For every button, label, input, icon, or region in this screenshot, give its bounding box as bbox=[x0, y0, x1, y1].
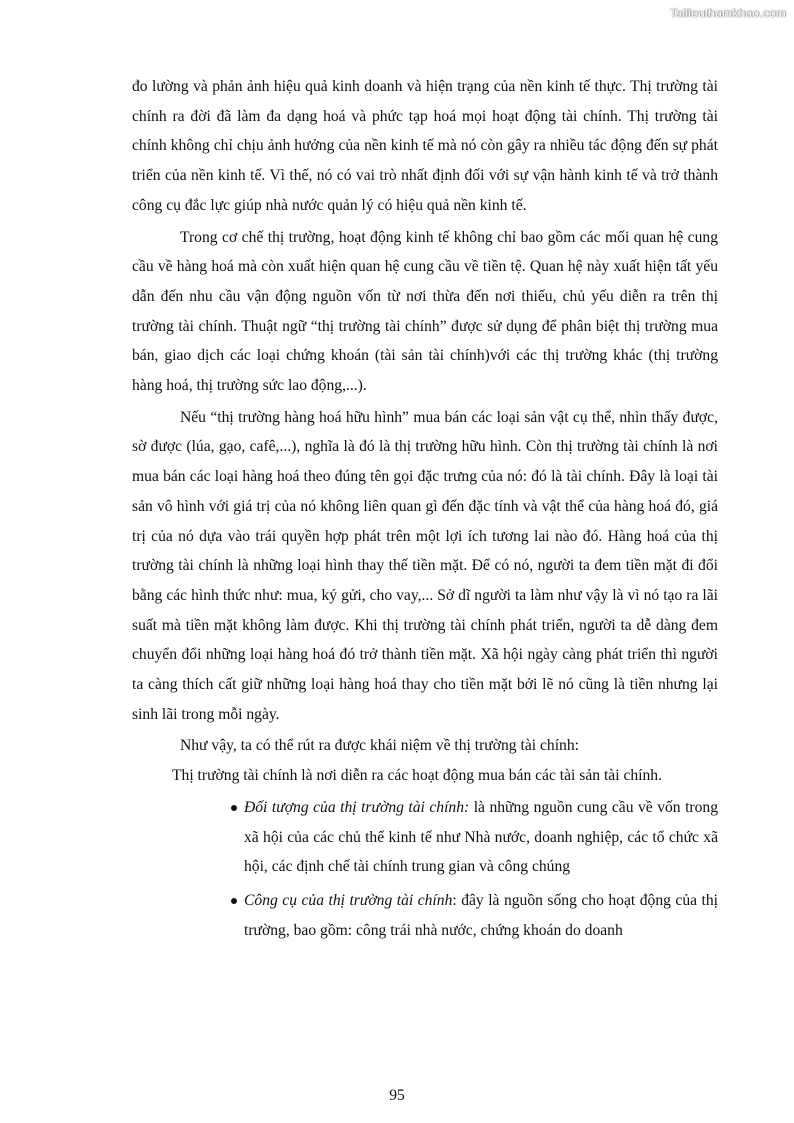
paragraph-2: Trong cơ chế thị trường, hoạt động kinh tế không chỉ bao gồm các mối quan hệ cung cầu về hàng hoá mà còn xuất hiện quan hệ cung cầu về tiền tệ. Quan hệ này xuất hiện tất yếu dẫn đến nhu cầu vận động nguồn vốn từ nơi thừa đến nơi thiếu, chủ yếu diễn ra trên thị trường tài chính. Thuật ngữ “thị trường tài chính” được sử dụng để phân biệt thị trường mua bán, giao dịch các loại chứng khoán (tài sản tài chính)với các thị trường khác (thị trường hàng hoá, thị trường sức lao động,...). bbox=[132, 228, 718, 395]
bullet-term: Đối tượng của thị trường tài chính: bbox=[244, 798, 470, 816]
definition-statement: Thị trường tài chính là nơi diễn ra các hoạt động mua bán các tài sản tài chính. bbox=[172, 767, 662, 785]
page-number: 95 bbox=[389, 1087, 405, 1104]
bullet-term: Công cụ của thị trường tài chính bbox=[244, 891, 453, 909]
paragraph-4: Như vậy, ta có thể rút ra được khái niệm về thị trường tài chính: bbox=[180, 737, 579, 755]
bullet-item-doi-tuong bbox=[244, 793, 718, 882]
watermark-text: Tailieuthamkhao.com bbox=[669, 6, 786, 20]
bullet-text: : đây là nguồn sống cho hoạt động của thị trường, bao gồm: công trái nhà nước, chứng khoán do doanh bbox=[244, 891, 718, 939]
bullet-text: là những nguồn cung cầu về vốn trong xã hội của các chủ thể kinh tế như Nhà nước, doanh nghiệp, các tổ chức xã hội, các định chế tài chính trung gian và công chúng bbox=[244, 798, 718, 876]
bullet-list bbox=[132, 793, 718, 946]
paragraph-1: đo lường và phản ảnh hiệu quả kinh doanh và hiện trạng của nền kinh tế thực. Thị trường tài chính ra đời đã làm đa dạng hoá và phức tạp hoá mọi hoạt động tài chính. Thị trường tài chính không chỉ chịu ảnh hưởng của nền kinh tế mà nó còn gây ra nhiều tác động đến sự phát triển của nền kinh tế. Vì thế, nó có vai trò nhất định đối với sự vận hành kinh tế và trở thành công cụ đắc lực giúp nhà nước quản lý có hiệu quả nền kinh tế. bbox=[132, 78, 718, 214]
document-body bbox=[132, 72, 718, 949]
paragraph-3: Nếu “thị trường hàng hoá hữu hình” mua bán các loại sản vật cụ thể, nhìn thấy được, sờ được (lúa, gạo, cafê,...), nghĩa là đó là thị trường hữu hình. Còn thị trường tài chính là nơi mua bán các loại hàng hoá theo đúng tên gọi đặc trưng của nó: đó là tài chính. Đây là loại tài sản vô hình với giá trị của nó không liên quan gì đến đặc tính và vật thể của hàng hoá đó, giá trị của nó dựa vào trái quyền hợp phát trên một lợi ích tương lai nào đó. Hàng hoá của thị trường tài chính là những loại hình thay thế tiền mặt. Để có nó, người ta đem tiền mặt đi đổi bằng các hình thức như: mua, ký gửi, cho vay,... Sở dĩ người ta làm như vậy là vì nó tạo ra lãi suất mà tiền mặt không làm được. Khi thị trường tài chính phát triển, người ta dễ dàng đem chuyển đổi những loại hàng hoá đó trở thành tiền mặt. Xã hội ngày càng phát triển thì người ta càng thích cất giữ những loại hàng hoá thay cho tiền mặt bởi lẽ nó cũng là tiền nhưng lại sinh lãi trong mỗi ngày. bbox=[132, 408, 718, 723]
bullet-item-cong-cu bbox=[244, 886, 718, 945]
